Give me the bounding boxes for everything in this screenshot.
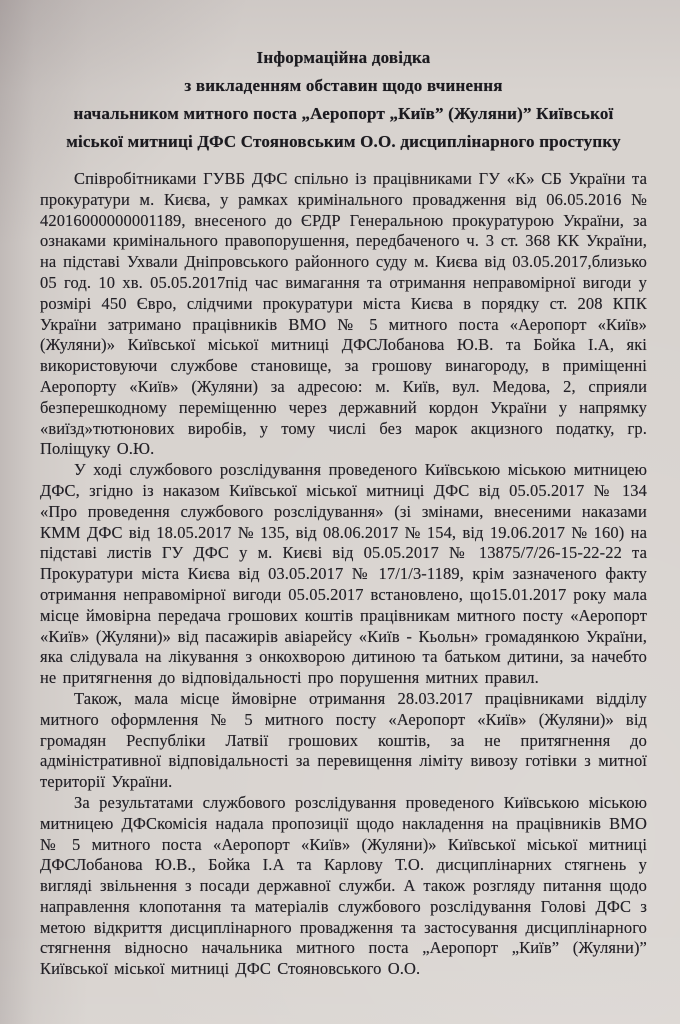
title-line-4: міської митниці ДФС Стояновським О.О. дисциплінарного проступку [66,132,621,151]
document-title [40,44,647,156]
title-line-2: з викладенням обставин щодо вчинення [184,76,503,95]
title-line-3: начальником митного поста „Аеропорт „Київ” (Жуляни)” Київської [73,104,614,123]
title-line-1: Інформаційна довідка [256,48,431,67]
paragraph-3: Також, мала місце ймовірне отримання 28.03.2017 працівниками відділу митного оформлення № 5 митного посту «Аеропорт «Київ» (Жуляни)» від громадян Республіки Латвії грошових коштів, за не притягнення до адміністративної відповідальності за перевищення ліміту вивозу готівки з митної території України. [40,688,647,792]
paragraph-1: Співробітниками ГУВБ ДФС спільно із працівниками ГУ «К» СБ України та прокуратури м. Києва, у рамках кримінального провадження від 06.05.2016 № 42016000000001189, внесеного до ЄРДР Генеральною прокуратурою України, за ознаками кримінального правопорушення, передбаченого ч. 3 ст. 368 КК України, на підставі Ухвали Дніпровського районного суду м. Києва від 03.05.2017,близько 05 год. 10 хв. 05.05.2017під час вимагання та отримання неправомірної вигоди у розмірі 450 Євро, слідчими прокуратури міста Києва в порядку ст. 208 КПК України затримано працівників ВМО № 5 митного поста «Аеропорт «Київ» (Жуляни)» Київської міської митниці ДФСЛобанова Ю.В. та Бойка І.А, які використовуючи службове становище, за грошову винагороду, в приміщенні Аеропорту «Київ» (Жуляни) за адресою: м. Київ, вул. Медова, 2, сприяли безперешкодному переміщенню через державний кордон України у напрямку «виїзд»тютюнових виробів, у тому числі без марок акцизного податку, гр. Поліщуку О.Ю. [40,169,647,459]
paragraph-4: За результатами службового розслідування проведеного Київською міською митницею ДФСкомісія надала пропозиції щодо накладення на працівників ВМО № 5 митного поста «Аеропорт «Київ» (Жуляни)» Київської міської митниці ДФСЛобанова Ю.В., Бойка І.А та Карлову Т.О. дисциплінарних стягнень у вигляді звільнення з посади державної служби. А також розгляду питання щодо направлення клопотання та матеріалів службового розслідування Голові ДФС з метою відкриття дисциплінарного провадження та застосування дисциплінарного стягнення відносно начальника митного поста „Аеропорт „Київ” (Жуляни)” Київської міської митниці ДФС Стояновського О.О. [40,792,647,979]
paragraph-2: У ході службового розслідування проведеного Київською міською митницею ДФС, згідно із наказом Київської міської митниці ДФС від 05.05.2017 № 134 «Про проведення службового розслідування» (зі змінами, внесеними наказами КММ ДФС від 18.05.2017 № 135, від 08.06.2017 № 154, від 19.06.2017 № 160) на підставі листів ГУ ДФС у м. Києві від 05.05.2017 № 13875/7/26-15-22-22 та Прокуратури міста Києва від 03.05.2017 № 17/1/3-1189, крім зазначеного факту отримання неправомірної вигоди 05.05.2017 встановлено, що15.01.2017 року мала місце ймовірна передача грошових коштів працівникам митного посту «Аеропорт «Київ» (Жуляни)» від пасажирів авіарейсу «Київ - Кьольн» громадянкою України, яка слідувала на лікування з онкохворою дитиною та батьком дитини, за начебто не притягнення до відповідальності про порушення митних правил. [40,460,647,688]
